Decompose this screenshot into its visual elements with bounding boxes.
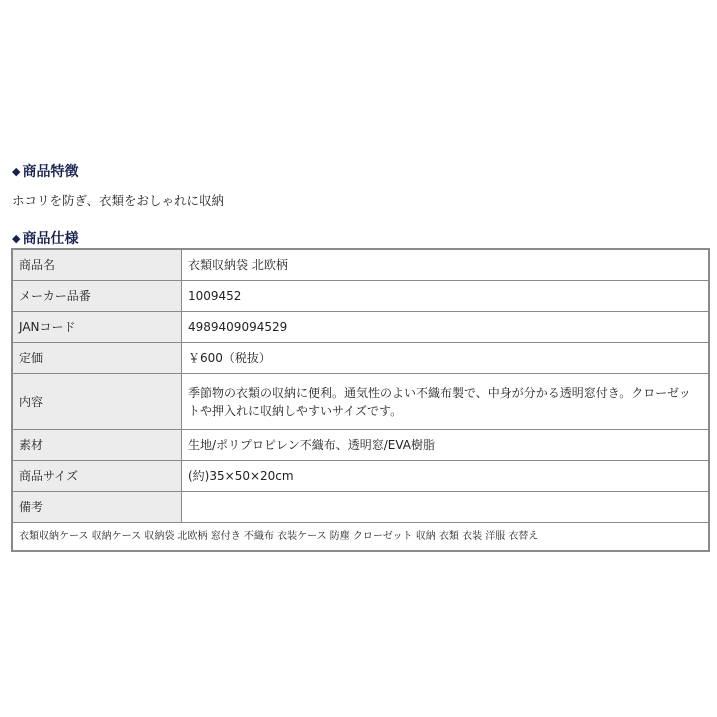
diamond-icon: ◆ — [12, 232, 21, 245]
spec-label-notes: 備考 — [12, 492, 182, 523]
spec-value-maker-number: 1009452 — [182, 281, 710, 312]
features-heading — [12, 161, 78, 181]
table-row — [12, 430, 709, 461]
spec-value-contents: 季節物の衣類の収納に便利。通気性のよい不織布製で、中身が分かる透明窓付き。クローゼットや押入れに収納しやすいサイズです。 — [182, 374, 710, 430]
features-description: ホコリを防ぎ、衣類をおしゃれに収納 — [12, 193, 225, 208]
spec-value-size: (約)35×50×20cm — [182, 461, 710, 492]
spec-label-material: 素材 — [12, 430, 182, 461]
spec-label-contents: 内容 — [12, 374, 182, 430]
spec-value-jan-code: 4989409094529 — [182, 312, 710, 343]
spec-label-product-name: 商品名 — [12, 249, 182, 281]
table-row — [12, 312, 709, 343]
table-row — [12, 492, 709, 523]
spec-heading-text: 商品仕様 — [22, 231, 79, 247]
spec-value-notes — [182, 492, 710, 523]
spec-label-size: 商品サイズ — [12, 461, 182, 492]
features-heading-text: 商品特徴 — [22, 164, 79, 180]
spec-table — [11, 248, 710, 552]
keywords-cell: 衣類収納ケース 収納ケース 収納袋 北欧柄 窓付き 不織布 衣装ケース 防塵 クローゼット 収納 衣類 衣装 洋服 衣替え — [12, 523, 709, 552]
table-row — [12, 523, 709, 552]
table-row — [12, 461, 709, 492]
table-row — [12, 374, 709, 430]
table-row — [12, 343, 709, 374]
diamond-icon: ◆ — [12, 165, 21, 178]
spec-label-jan-code: JANコード — [12, 312, 182, 343]
table-row — [12, 281, 709, 312]
spec-label-maker-number: メーカー品番 — [12, 281, 182, 312]
spec-heading — [12, 228, 78, 248]
spec-value-product-name: 衣類収納袋 北欧柄 — [182, 249, 710, 281]
spec-value-material: 生地/ポリプロピレン不織布、透明窓/EVA樹脂 — [182, 430, 710, 461]
table-row — [12, 249, 709, 281]
spec-value-price: ￥600（税抜） — [182, 343, 710, 374]
spec-label-price: 定価 — [12, 343, 182, 374]
